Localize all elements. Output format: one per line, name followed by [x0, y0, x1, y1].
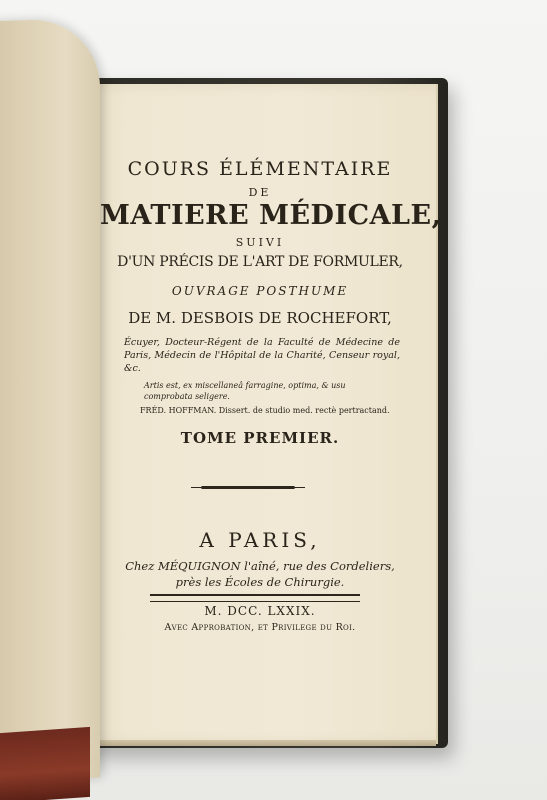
- epigraph-attribution: FRÉD. HOFFMAN. Dissert. de studio med. rectè pertractand.: [140, 406, 390, 415]
- imprint-city: A PARIS,: [199, 528, 321, 552]
- work-type: OUVRAGE POSTHUME: [171, 284, 349, 298]
- author-titles: Écuyer, Docteur-Régent de la Faculté de Médecine de Paris, Médecin de l'Hôpital de la Charité, Censeur royal, &c.: [124, 337, 400, 374]
- ornamental-rule: [201, 486, 295, 489]
- author-name: DE M. DESBOIS DE ROCHEFORT,: [128, 309, 392, 327]
- title-line-suivi: SUIVI: [235, 236, 285, 249]
- title-line-de: DE: [248, 186, 272, 199]
- subtitle: D'UN PRÉCIS DE L'ART DE FORMULER,: [117, 254, 403, 270]
- red-page-edge: [0, 727, 90, 800]
- imprint-year: M. DCC. LXXIX.: [204, 604, 316, 618]
- page-edge: [84, 740, 436, 746]
- volume-label: TOME PREMIER.: [180, 429, 340, 447]
- double-rule: [150, 594, 360, 602]
- facing-page: [0, 18, 100, 783]
- privilege-line: Avec Approbation, et Privilege du Roi.: [164, 622, 356, 633]
- epigraph: Artis est, ex miscellaneâ farragine, optima, & usu comprobata seligere.: [144, 381, 346, 401]
- imprint-publisher: Chez MÉQUIGNON l'aîné, rue des Cordeliers,: [125, 559, 395, 573]
- main-title: MATIERE MÉDICALE,: [100, 200, 442, 231]
- title-line-1: COURS ÉLÉMENTAIRE: [127, 158, 393, 180]
- imprint-address: près les Écoles de Chirurgie.: [175, 575, 345, 589]
